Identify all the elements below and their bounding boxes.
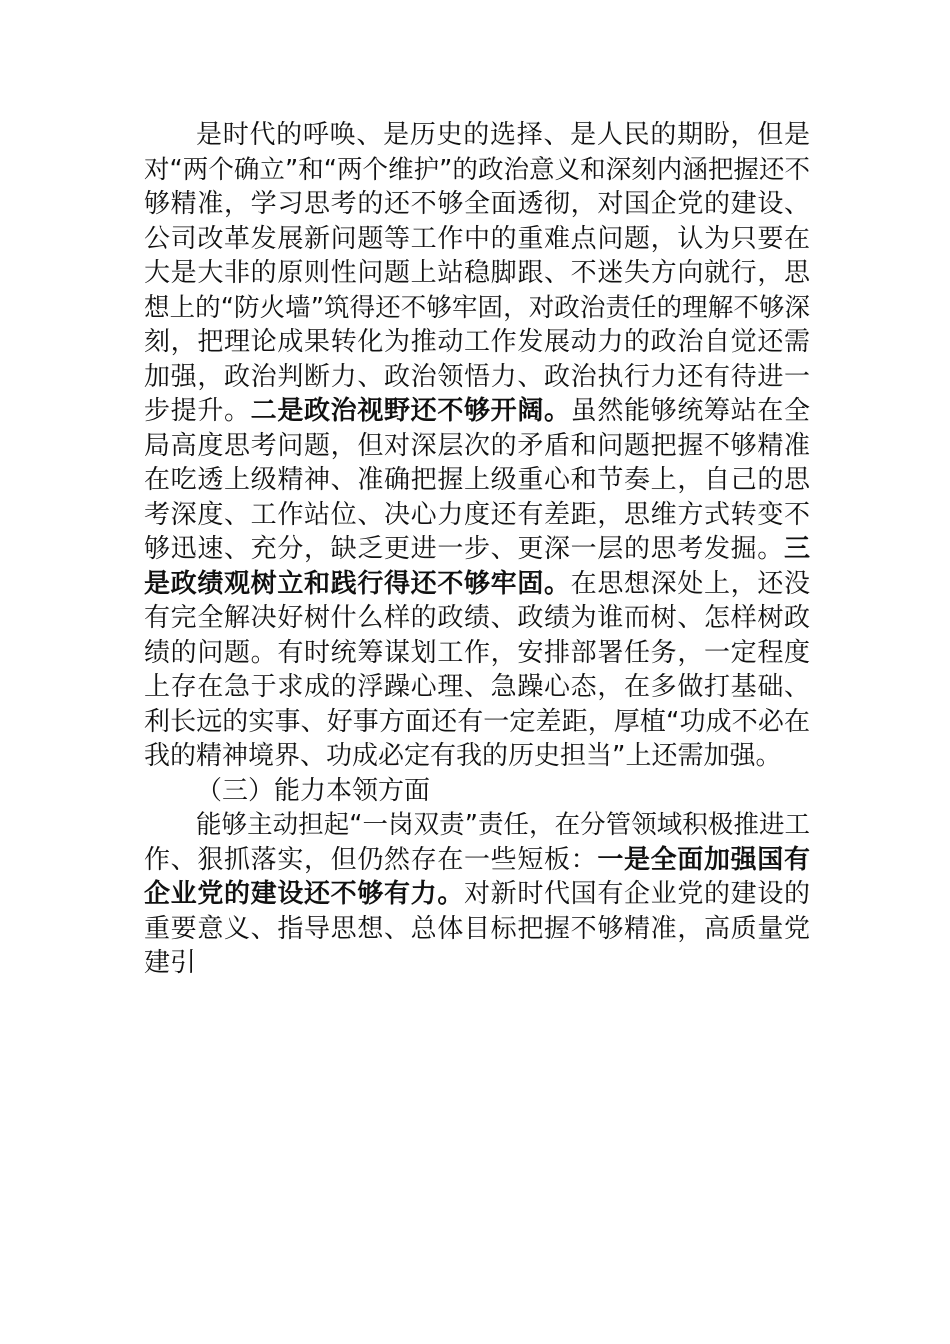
bold-text: 二是政治视野还不够开阔。 xyxy=(250,396,571,426)
text-segment: 考深度、工作站位、决心力度还有差距，思维方式转变不 xyxy=(144,499,810,530)
text-line xyxy=(144,636,810,671)
text-line xyxy=(144,670,810,705)
text-line xyxy=(144,567,810,602)
text-segment: 是时代的呼唤、是历史的选择、是人民的期盼，但是 xyxy=(196,120,810,150)
text-line xyxy=(144,187,810,222)
bold-text: 一是全面加强国有 xyxy=(597,844,810,875)
text-line xyxy=(144,601,810,636)
text-segment: 有完全解决好树什么样的政绩、政绩为谁而树、怎样树政 xyxy=(144,603,810,633)
text-line xyxy=(144,877,810,912)
text-line xyxy=(144,843,810,878)
text-line xyxy=(144,912,810,947)
text-segment: 在吃透上级精神、准确把握上级重心和节奏上，自己的思 xyxy=(144,465,810,495)
bold-text: 三 xyxy=(783,534,810,564)
text-line xyxy=(144,325,810,360)
text-line xyxy=(144,118,810,153)
text-segment: 利长远的实事、好事方面还有一定差距，厚植“功成不必在 xyxy=(144,706,810,737)
text-line xyxy=(144,153,810,188)
text-line xyxy=(144,222,810,257)
text-line xyxy=(144,946,810,981)
text-segment: 建引 xyxy=(144,948,197,978)
text-segment: 想上的“防火墙”筑得还不够牢固，对政治责任的理解不够深 xyxy=(144,292,810,323)
bold-text: 是政绩观树立和践行得还不够牢固。 xyxy=(144,568,571,599)
text-line xyxy=(144,394,810,429)
text-line xyxy=(144,463,810,498)
text-segment: 够迅速、充分，缺乏更进一步、更深一层的思考发掘。 xyxy=(144,534,784,564)
text-segment: （三）能力本领方面 xyxy=(196,775,431,806)
text-segment: 在思想深处上，还没 xyxy=(570,568,810,599)
text-line xyxy=(144,498,810,533)
text-segment: 重要意义、指导思想、总体目标把握不够精准，高质量党 xyxy=(144,913,810,944)
text-line xyxy=(144,532,810,567)
text-segment: 步提升。 xyxy=(144,396,251,426)
text-segment: 加强，政治判断力、政治领悟力、政治执行力还有待进一 xyxy=(144,361,810,392)
text-segment: 对“两个确立”和“两个维护”的政治意义和深刻内涵把握还不 xyxy=(144,154,810,185)
text-segment: 刻，把理论成果转化为推动工作发展动力的政治自觉还需 xyxy=(144,327,810,357)
section-heading xyxy=(144,774,810,809)
text-segment: 对新时代国有企业党的建设的 xyxy=(464,879,810,909)
text-segment: 大是大非的原则性问题上站稳脚跟、不迷失方向就行，思 xyxy=(144,258,810,288)
text-segment: 作、狠抓落实，但仍然存在一些短板： xyxy=(144,844,598,875)
body-text xyxy=(144,118,810,981)
text-line xyxy=(144,739,810,774)
text-segment: 虽然能够统筹站在全 xyxy=(570,396,810,426)
text-segment: 能够主动担起“一岗双责”责任，在分管领域积极推进工 xyxy=(196,810,810,840)
text-line xyxy=(144,291,810,326)
text-line xyxy=(144,429,810,464)
text-line xyxy=(144,256,810,291)
text-segment: 上存在急于求成的浮躁心理、急躁心态，在多做打基础、 xyxy=(144,672,810,702)
text-line xyxy=(144,705,810,740)
text-segment: 绩的问题。有时统筹谋划工作，安排部署任务，一定程度 xyxy=(144,637,810,668)
text-segment: 我的精神境界、功成必定有我的历史担当”上还需加强。 xyxy=(144,741,782,771)
text-segment: 公司改革发展新问题等工作中的重难点问题，认为只要在 xyxy=(144,223,810,254)
text-line xyxy=(144,360,810,395)
bold-text: 企业党的建设还不够有力。 xyxy=(144,879,464,909)
text-line xyxy=(144,808,810,843)
text-segment: 局高度思考问题，但对深层次的矛盾和问题把握不够精准 xyxy=(144,430,810,461)
text-segment: 够精准，学习思考的还不够全面透彻，对国企党的建设、 xyxy=(144,189,810,219)
